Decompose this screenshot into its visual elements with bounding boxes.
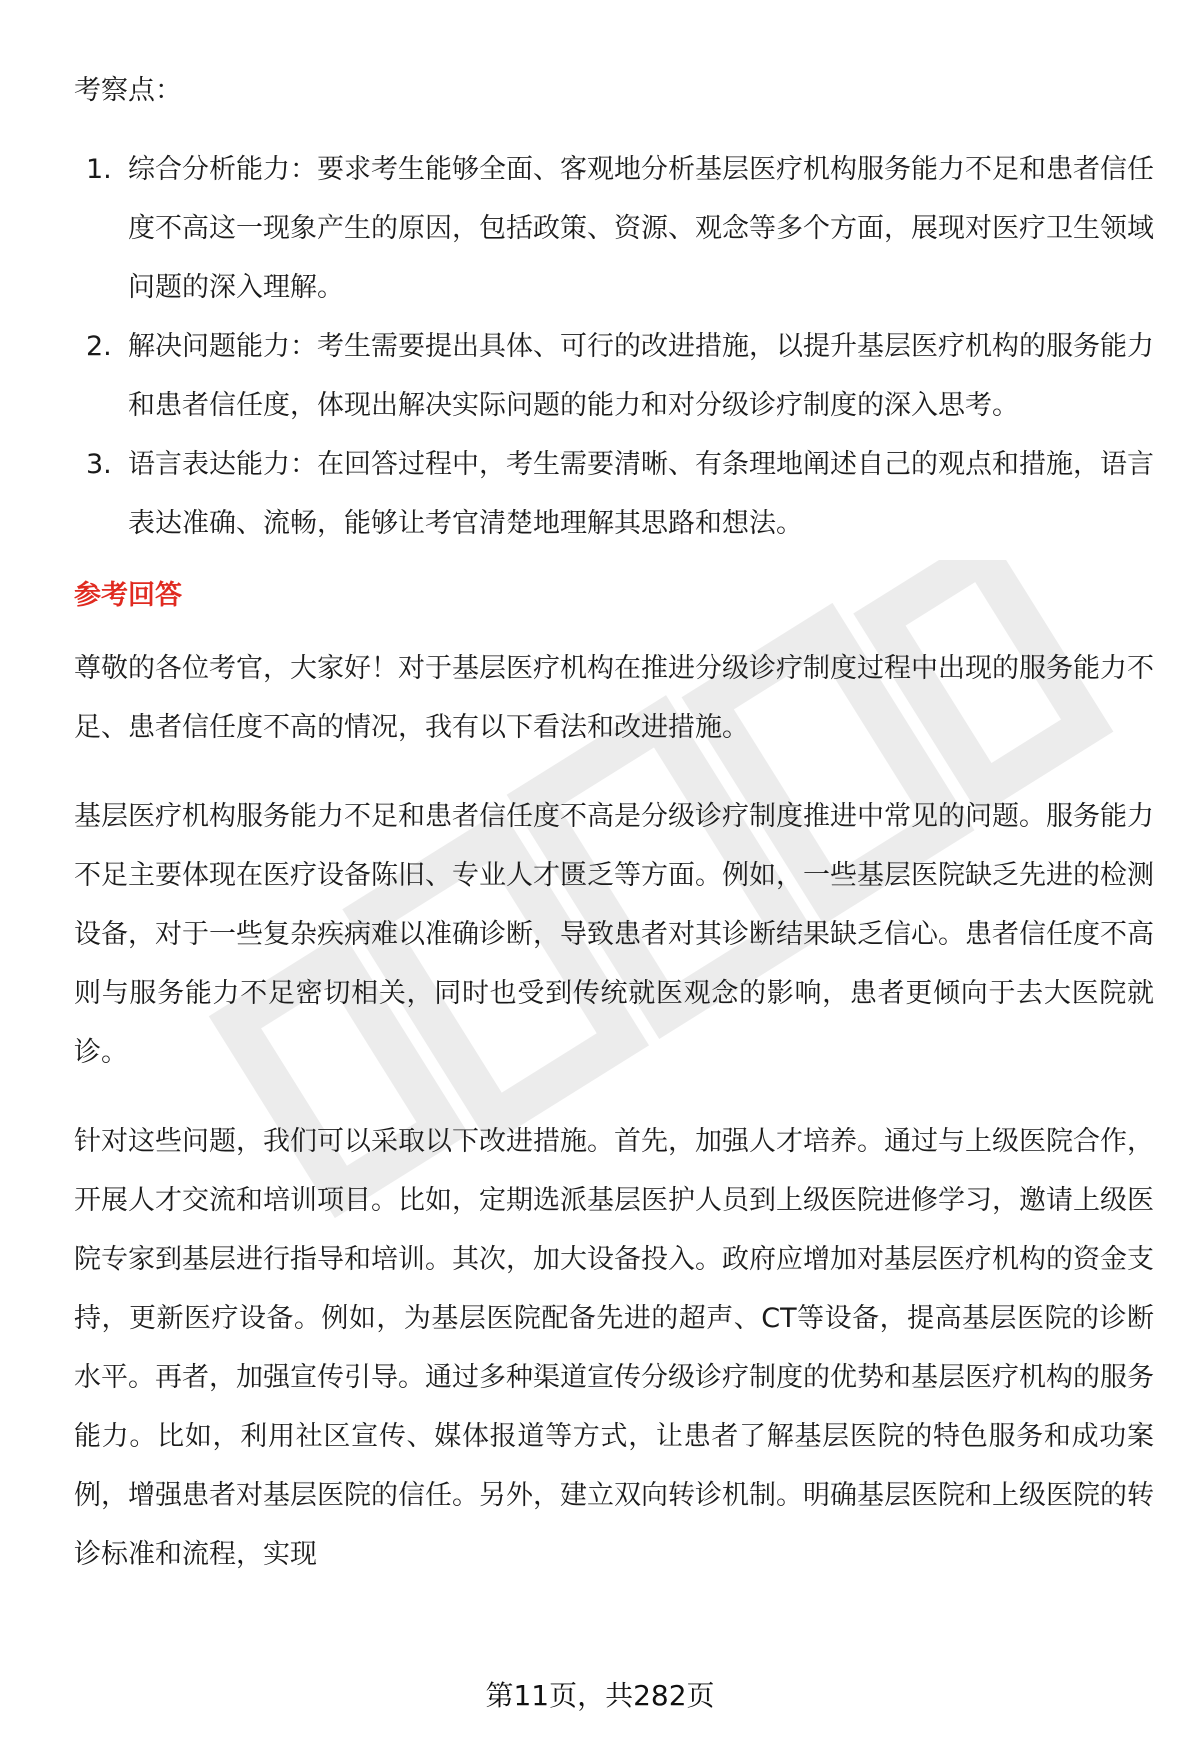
- list-item-number: 2.: [86, 331, 112, 362]
- answer-paragraph-analysis: 基层医疗机构服务能力不足和患者信任度不高是分级诊疗制度推进中常见的问题。服务能力不足主要体现在医疗设备陈旧、专业人才匮乏等方面。例如，一些基层医院缺乏先进的检测设备，对于一些复杂疾病难以准确诊断，导致患者对其诊断结果缺乏信心。患者信任度不高则与服务能力不足密切相关，同时也受到传统就医观念的影响，患者更倾向于去大医院就诊。: [74, 801, 1154, 1068]
- list-item-text: 解决问题能力：考生需要提出具体、可行的改进措施，以提升基层医疗机构的服务能力和患者信任度，体现出解决实际问题的能力和对分级诊疗制度的深入思考。: [128, 331, 1154, 421]
- list-item: [74, 435, 1154, 553]
- document-content: [74, 62, 1154, 1614]
- list-item-text: 语言表达能力：在回答过程中，考生需要清晰、有条理地阐述自己的观点和措施，语言表达准确、流畅，能够让考官清楚地理解其思路和想法。: [128, 449, 1154, 539]
- list-item-number: 3.: [86, 449, 112, 480]
- list-item-number: 1.: [86, 154, 112, 185]
- exam-points-list: [74, 140, 1154, 553]
- reference-answer-heading: 参考回答: [74, 580, 182, 611]
- list-item: [74, 140, 1154, 317]
- page-number-footer: 第11页，共282页: [485, 1679, 715, 1712]
- list-item: [74, 317, 1154, 435]
- list-item-text: 综合分析能力：要求考生能够全面、客观地分析基层医疗机构服务能力不足和患者信任度不高这一现象产生的原因，包括政策、资源、观念等多个方面，展现对医疗卫生领域问题的深入理解。: [128, 154, 1154, 303]
- exam-points-label: 考察点：: [74, 75, 182, 106]
- answer-paragraph-greeting: 尊敬的各位考官，大家好！对于基层医疗机构在推进分级诊疗制度过程中出现的服务能力不足、患者信任度不高的情况，我有以下看法和改进措施。: [74, 653, 1154, 743]
- answer-paragraph-measures: 针对这些问题，我们可以采取以下改进措施。首先，加强人才培养。通过与上级医院合作，开展人才交流和培训项目。比如，定期选派基层医护人员到上级医院进修学习，邀请上级医院专家到基层进行指导和培训。其次，加大设备投入。政府应增加对基层医疗机构的资金支持，更新医疗设备。例如，为基层医院配备先进的超声、CT等设备，提高基层医院的诊断水平。再者，加强宣传引导。通过多种渠道宣传分级诊疗制度的优势和基层医疗机构的服务能力。比如，利用社区宣传、媒体报道等方式，让患者了解基层医院的特色服务和成功案例，增强患者对基层医院的信任。另外，建立双向转诊机制。明确基层医院和上级医院的转诊标准和流程，实现: [74, 1126, 1154, 1570]
